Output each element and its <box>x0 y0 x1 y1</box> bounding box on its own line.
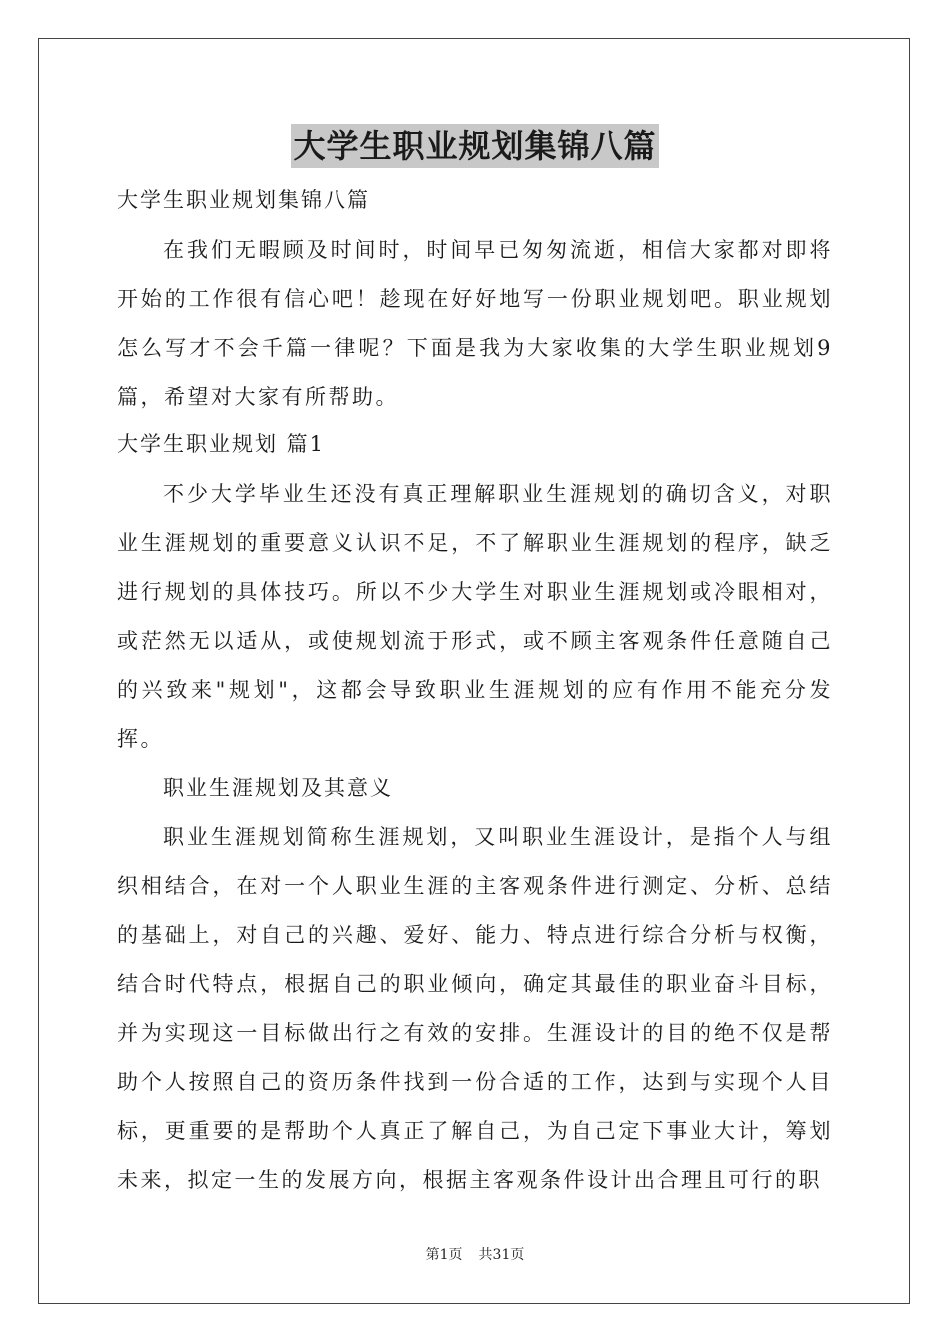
intro-paragraph: 在我们无暇顾及时间时，时间早已匆匆流逝，相信大家都对即将开始的工作很有信心吧！趁现在好好地写一份职业规划吧。职业规划怎么写才不会千篇一律呢？下面是我为大家收集的大学生职业规划9篇，希望对大家有所帮助。 <box>117 238 833 409</box>
page-number: 第1页 <box>425 1247 463 1263</box>
section-heading: 大学生职业规划 篇1 <box>117 432 326 456</box>
document-body <box>117 178 833 1205</box>
definition-paragraph: 职业生涯规划简称生涯规划，又叫职业生涯设计，是指个人与组织相结合，在对一个人职业生涯的主客观条件进行测定、分析、总结的基础上，对自己的兴趣、爱好、能力、特点进行综合分析与权衡，结合时代特点，根据自己的职业倾向，确定其最佳的职业奋斗目标，并为实现这一目标做出行之有效的安排。生涯设计的目的绝不仅是帮助个人按照自己的资历条件找到一份合适的工作，达到与实现个人目标，更重要的是帮助个人真正了解自己，为自己定下事业大计，筹划未来，拟定一生的发展方向，根据主客观条件设计出合理且可行的职 <box>117 825 833 1192</box>
total-pages: 共31页 <box>478 1247 525 1263</box>
subheading: 职业生涯规划及其意义 <box>163 776 393 800</box>
document-title-block <box>0 124 950 168</box>
section-paragraph: 不少大学毕业生还没有真正理解职业生涯规划的确切含义，对职业生涯规划的重要意义认识不足，不了解职业生涯规划的程序，缺乏进行规划的具体技巧。所以不少大学生对职业生涯规划或冷眼相对，或茫然无以适从，或使规划流于形式，或不顾主客观条件任意随自己的兴致来"规划"，这都会导致职业生涯规划的应有作用不能充分发挥。 <box>117 482 833 751</box>
page-footer <box>0 1244 950 1264</box>
document-title: 大学生职业规划集锦八篇 <box>291 124 658 168</box>
document-subtitle: 大学生职业规划集锦八篇 <box>117 188 370 212</box>
